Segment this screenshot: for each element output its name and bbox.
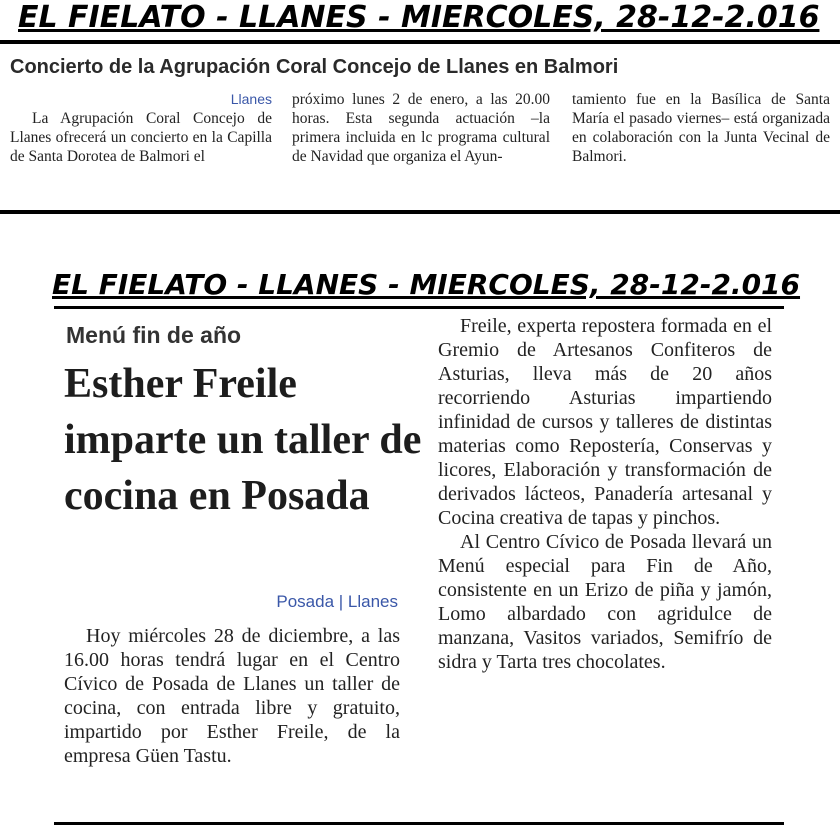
article-text-left: Hoy miércoles 28 de diciembre, a las 16.00 horas tendrá lugar en el Centro Cívico de Posada de Llanes un taller de cocina, con entrada libre y gratuito, impartido por Esther Freile, de la empresa Güen Tastu. bbox=[64, 625, 400, 767]
article-column-3 bbox=[572, 90, 830, 166]
article-text-col1: La Agrupación Coral Concejo de Llanes ofrecerá un concierto en la Capilla de Santa Dorotea de Balmori el bbox=[10, 110, 272, 165]
kicker-menu: Menú fin de año bbox=[66, 322, 242, 348]
article-text-col3: tamiento fue en la Basílica de Santa María el pasado viernes– está organizada en colaboración con la Junta Vecinal de Balmori. bbox=[572, 91, 830, 165]
article-text-right-p1: Freile, experta repostera formada en el Gremio de Artesanos Confiteros de Asturias, lleva más de 20 años recorriendo Asturias impartiendo infinidad de cursos y talleres de distintas materias como Repostería, Conservas y licores, Elaboración y transformación de derivados lácteos, Panadería artesanal y Cocina creativa de tapas y pinchos. bbox=[438, 315, 772, 529]
dateline-llanes: Llanes bbox=[230, 91, 272, 107]
page-header-2: EL FIELATO - LLANES - MIERCOLES, 28-12-2.016 bbox=[52, 268, 801, 301]
article-column-right bbox=[438, 314, 772, 674]
news-clipping-taller bbox=[0, 310, 840, 836]
top-rule-2 bbox=[54, 306, 784, 309]
article-column-2 bbox=[292, 90, 550, 166]
news-clipping-concierto bbox=[0, 44, 840, 214]
article-text-right-p2: Al Centro Cívico de Posada llevará un Menú especial para Fin de Año, consistente en un Erizo de piña y jamón, Lomo albardado con agridulce de manzana, Vasitos variados, Semifrío de sidra y Tarta tres chocolates. bbox=[438, 531, 772, 673]
bottom-rule-2 bbox=[54, 822, 784, 825]
article-column-left bbox=[64, 624, 400, 768]
article-text-col2: próximo lunes 2 de enero, a las 20.00 horas. Esta segunda actuación –la primera incluida en lc programa cultural de Navidad que organiza el Ayun- bbox=[292, 91, 550, 165]
headline-concierto: Concierto de la Agrupación Coral Concejo de Llanes en Balmori bbox=[10, 56, 619, 78]
bottom-rule-1 bbox=[0, 210, 840, 214]
headline-taller: Esther Freile imparte un taller de cocina en Posada bbox=[64, 361, 422, 519]
article-column-1 bbox=[10, 90, 272, 166]
dateline-posada: Posada | Llanes bbox=[276, 592, 398, 611]
page-header-1: EL FIELATO - LLANES - MIERCOLES, 28-12-2.016 bbox=[18, 0, 820, 35]
